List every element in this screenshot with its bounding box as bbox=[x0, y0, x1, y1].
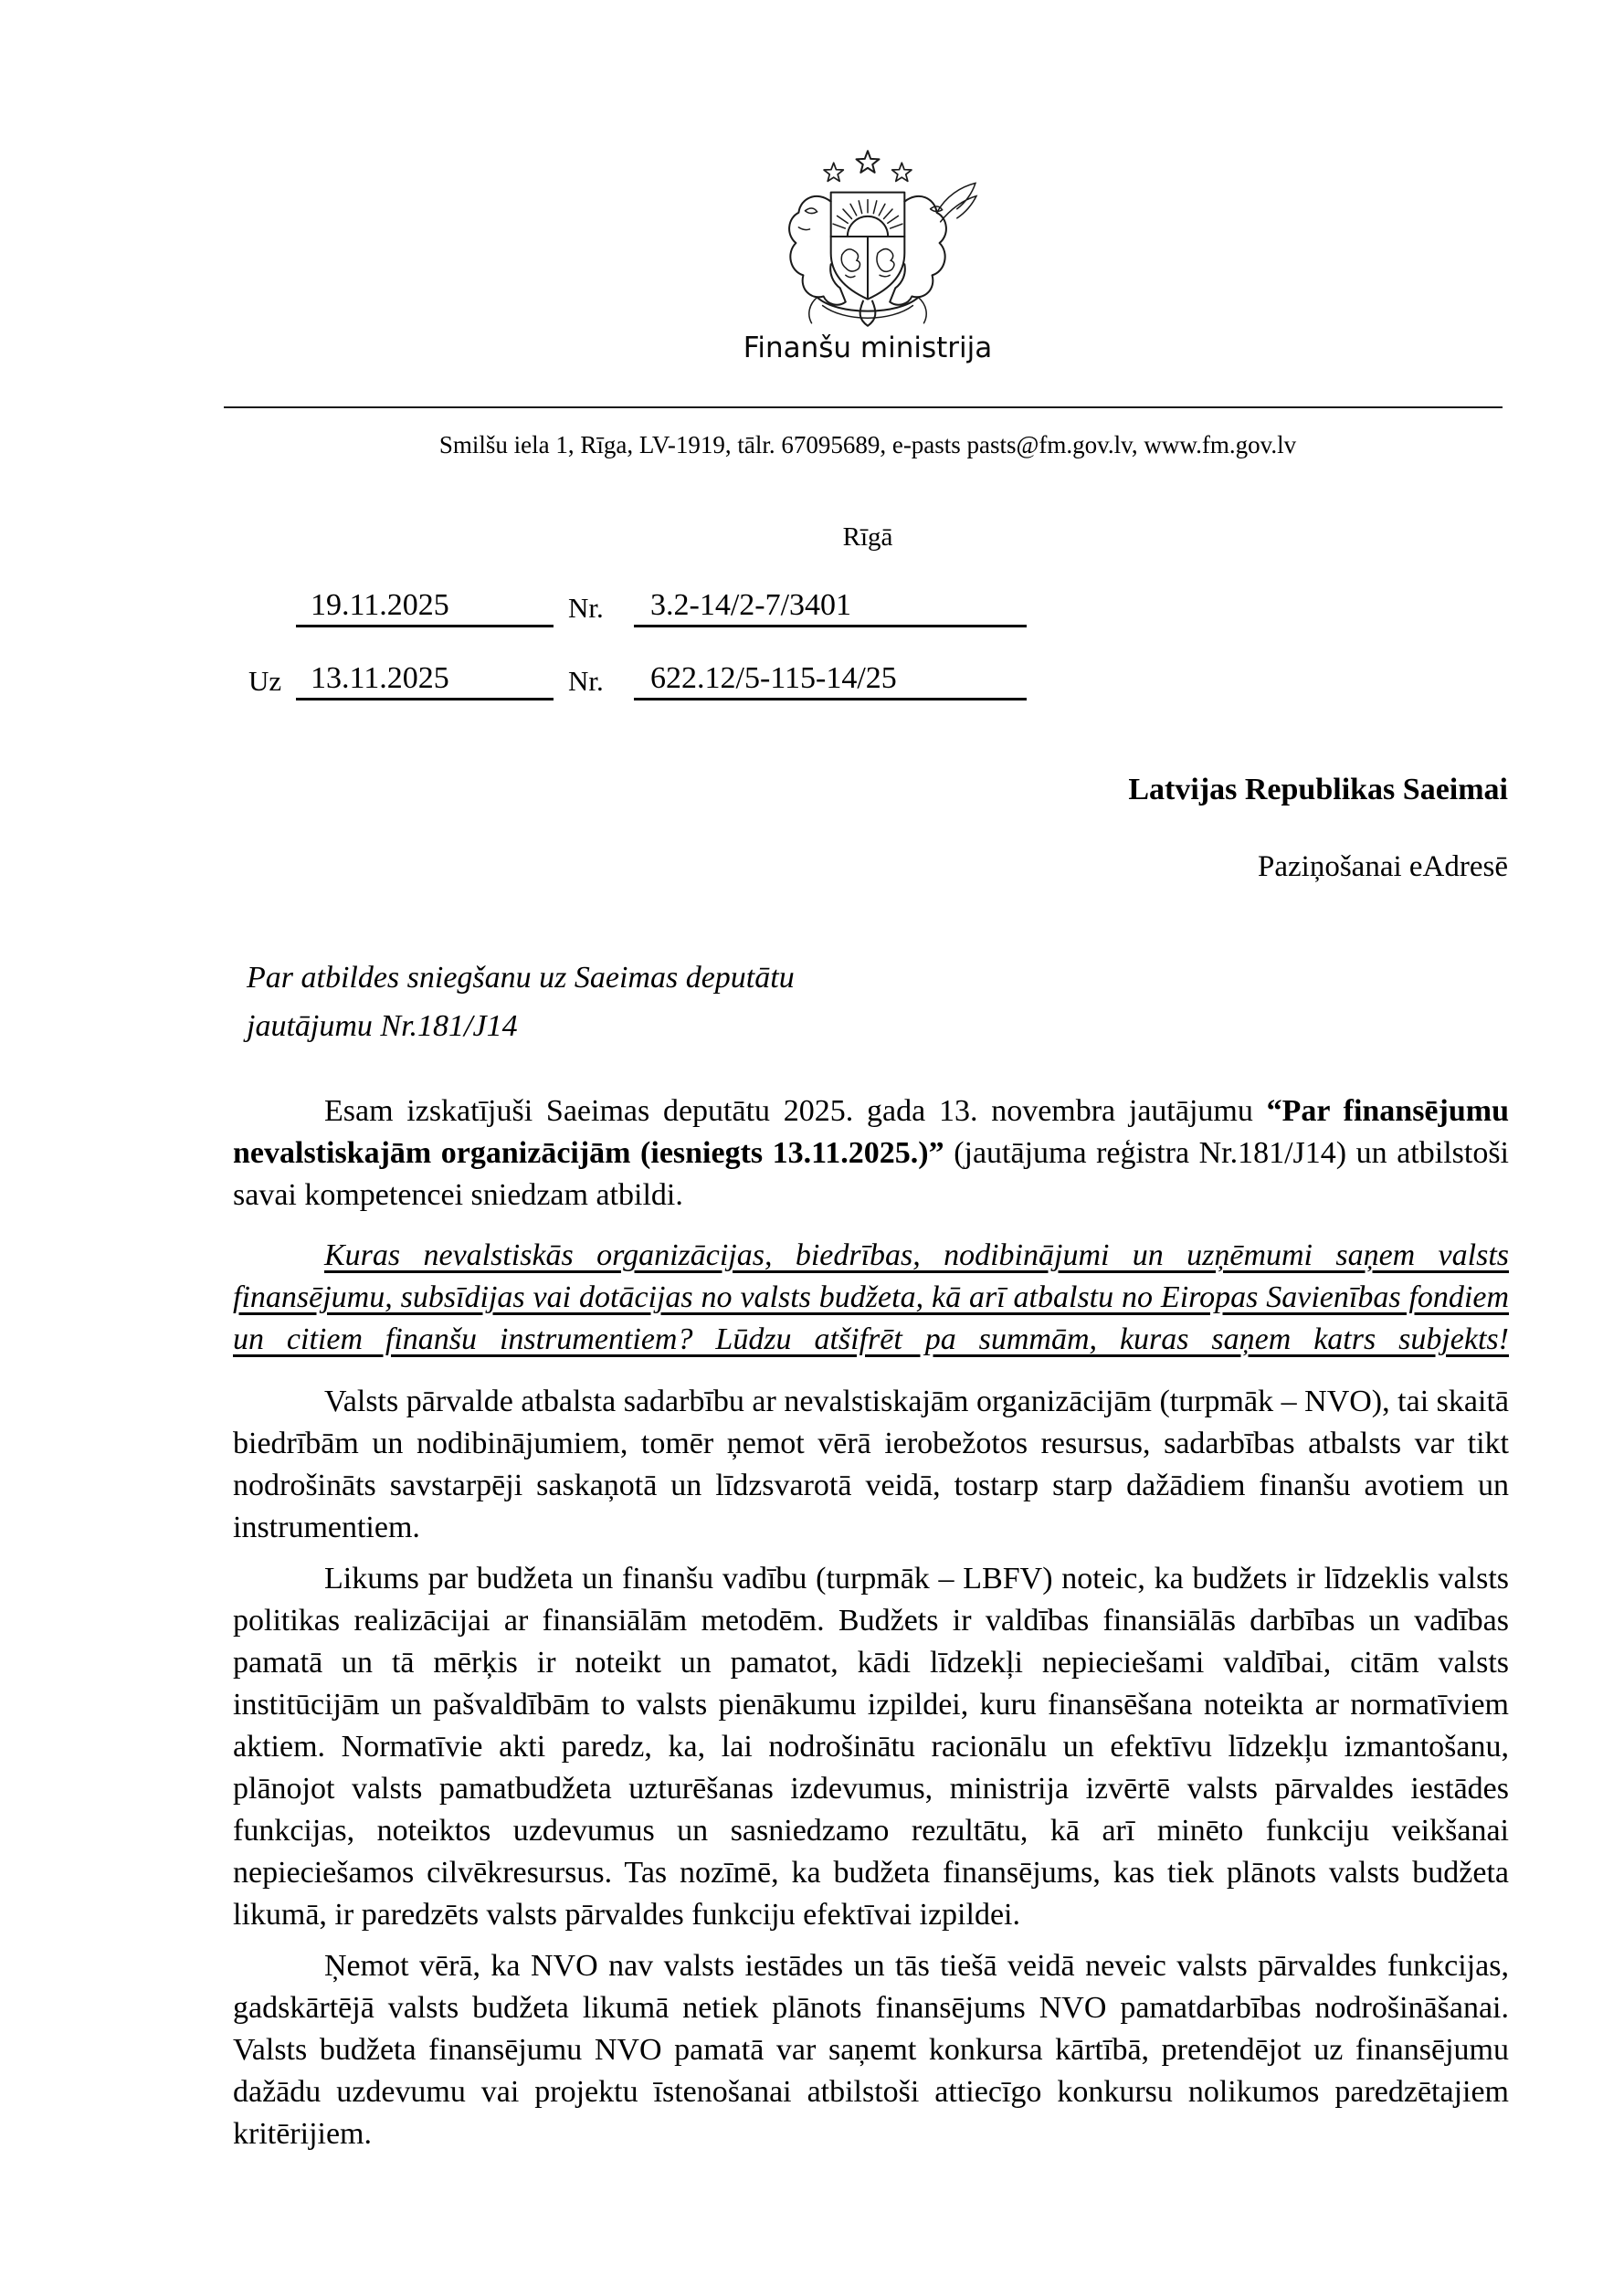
recipient-name: Latvijas Republikas Saeimai bbox=[1128, 773, 1508, 806]
letter-body bbox=[233, 1090, 1509, 2164]
paragraph-administration: Valsts pārvalde atbalsta sadarbību ar nevalstiskajām organizācijām (turpmāk – NVO), tai skaitā biedrībām un nodibinājumiem, tomēr ņemot vērā ierobežotos resursus, sadarbības atbalsts var tikt nodrošināts savstarpēji saskaņotā un līdzsvarotā veidā, tostarp starp dažādiem finanšu avotiem un instrumentiem. bbox=[233, 1385, 1509, 1544]
ministry-name: Finanšu ministrija bbox=[743, 332, 993, 364]
paragraph-nvo-funding: Ņemot vērā, ka NVO nav valsts iestādes un tās tiešā veidā neveic valsts pārvaldes funkcijas, gadskārtējā valsts budžeta likumā netiek plānots finansējums NVO pamatdarbības nodrošināšanai. Valsts budžeta finansējumu NVO pamatā var saņemt konkursa kārtībā, pretendējot uz finansējumu dažādu uzdevumu vai projektu īstenošanai atbilstoši attiecīgo konkursu nolikumos paredzētajiem kritērijiem. bbox=[233, 1949, 1509, 2151]
reference-block bbox=[228, 566, 1507, 721]
question-title-bold: “Par finansējumu nevalstiskajām organizācijām (iesniegts 13.11.2025.)” bbox=[233, 1094, 1509, 1170]
intro-text-after: (jautājuma reģistra Nr.181/J14) un atbilstoši savai kompetencei sniedzam atbildi. bbox=[233, 1136, 1509, 1212]
outgoing-date-field: 19.11.2025 bbox=[296, 588, 554, 627]
paragraph-intro bbox=[233, 1090, 1509, 1216]
recipient-block bbox=[228, 773, 1508, 884]
place-line: Rīgā bbox=[842, 522, 893, 552]
outgoing-number-field: 3.2-14/2-7/3401 bbox=[634, 588, 1027, 627]
incoming-number-field: 622.12/5-115-14/25 bbox=[634, 661, 1027, 700]
subject-line-2: jautājumu Nr.181/J14 bbox=[247, 1009, 518, 1043]
header-rule bbox=[224, 406, 1503, 408]
subject-block bbox=[247, 953, 996, 1050]
delivery-note: Paziņošanai eAdresē bbox=[1258, 850, 1508, 883]
address-line: Smilšu iela 1, Rīga, LV-1919, tālr. 67095689, e-pasts pasts@fm.gov.lv, www.fm.gov.lv bbox=[438, 431, 1297, 458]
incoming-date-field: 13.11.2025 bbox=[296, 661, 554, 700]
latvia-coat-of-arms-icon bbox=[753, 144, 983, 329]
paragraph-question bbox=[233, 1235, 1509, 1361]
subject-line-1: Par atbildes sniegšanu uz Saeimas deputātu bbox=[247, 961, 795, 995]
uz-label: Uz bbox=[248, 665, 282, 697]
nr-label: Nr. bbox=[568, 665, 604, 697]
nr-label: Nr. bbox=[568, 592, 604, 624]
question-underlined-text: Kuras nevalstiskās organizācijas, biedrības, nodibinājumi un uzņēmumi saņem valsts finansējumu, subsīdijas vai dotācijas no valsts budžeta, kā arī atbalstu no Eiropas Savienības fondiem un citiem finanšu instrumentiem? Lūdzu atšifrēt pa summām, kuras saņem katrs subjekts! bbox=[233, 1238, 1509, 1356]
intro-text: Esam izskatījuši Saeimas deputātu 2025. gada 13. novembra jautājumu bbox=[324, 1094, 1267, 1128]
paragraph-budget-law: Likums par budžeta un finanšu vadību (turpmāk – LBFV) noteic, ka budžets ir līdzeklis valsts politikas realizācijai ar finansiālām metodēm. Budžets ir valdības finansiālās darbības un vadības pamatā un tā mērķis ir noteikt un pamatot, kādi līdzekļi nepieciešami valdībai, citām valsts institūcijām un pašvaldībām to valsts pienākumu izpildei, kuru finansēšana noteikta ar normatīviem aktiem. Normatīvie akti paredz, ka, lai nodrošinātu racionālu un efektīvu līdzekļu izmantošanu, plānojot valsts pamatbudžeta uzturēšanas izdevumus, ministrija izvērtē valsts pārvaldes iestādes funkcijas, noteiktos uzdevumus un sasniedzamo rezultātu, kā arī minēto funkciju veikšanai nepieciešamos cilvēkresursus. Tas nozīmē, ka budžeta finansējums, kas tiek plānots valsts budžeta likumā, ir paredzēts valsts pārvaldes funkciju efektīvai izpildei. bbox=[233, 1562, 1509, 1932]
